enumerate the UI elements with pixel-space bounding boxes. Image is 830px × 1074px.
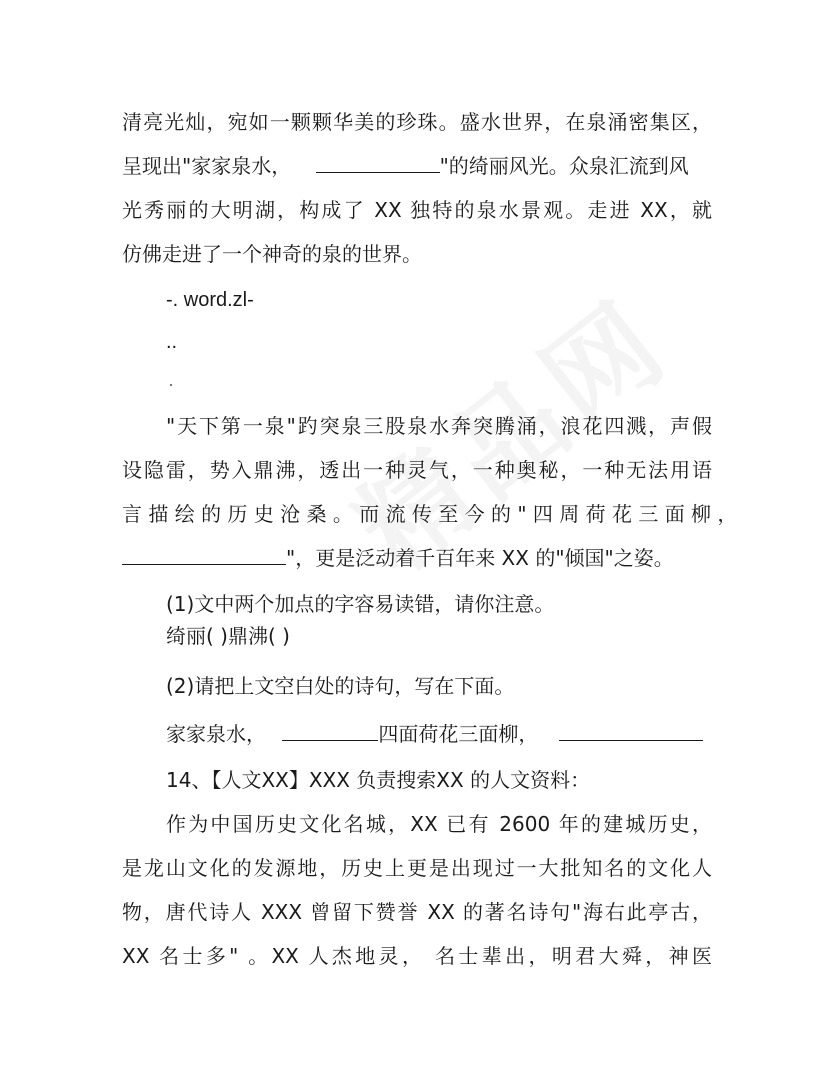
paragraph2-line4 <box>122 544 712 572</box>
paragraph1-line2-start: 呈现出"家家泉水， <box>122 154 292 178</box>
question2-answer-middle: 四面荷花三面柳， <box>378 722 539 746</box>
page-break-dot <box>170 384 172 386</box>
question14-line4: XX 名士多" 。XX 人杰地灵， 名士辈出，明君大舜，神医 <box>122 944 712 968</box>
question2-prompt: (2)请把上文空白处的诗句，写在下面。 <box>166 674 515 698</box>
fill-blank-2[interactable] <box>122 544 286 565</box>
paragraph1-line2-end: "的绮丽风光。众泉汇流到风 <box>439 154 689 178</box>
question14-heading: 14、【人文XX】XXX 负责搜索XX 的人文资料： <box>166 768 591 792</box>
paragraph2-line1: "天下第一泉"趵突泉三股泉水奔突腾涌，浪花四溅，声假 <box>166 414 712 438</box>
footer-mark: -. word.zl- <box>166 289 254 311</box>
answer-blank-2[interactable] <box>559 720 703 741</box>
question1-answer: 绮丽( )鼎沸( ) <box>166 624 290 648</box>
page-break-mark: .. <box>166 331 178 353</box>
answer-blank-1[interactable] <box>282 720 378 741</box>
paragraph1-line4: 仿佛走进了一个神奇的泉的世界。 <box>122 242 422 266</box>
paragraph1-line3: 光秀丽的大明湖，构成了 XX 独特的泉水景观。走进 XX，就 <box>122 198 712 222</box>
paragraph1-line1: 清亮光灿，宛如一颗颗华美的珍珠。盛水世界，在泉涌密集区， <box>122 110 712 134</box>
paragraph2-line2: 设隐雷，势入鼎沸，透出一种灵气，一种奥秘，一种无法用语 <box>122 458 712 482</box>
question14-line2: 是龙山文化的发源地，历史上更是出现过一大批知名的文化人 <box>122 856 712 880</box>
question2-answer-start: 家家泉水， <box>166 722 266 746</box>
paragraph1-line2 <box>122 152 712 180</box>
question14-line1: 作为中国历史文化名城，XX 已有 2600 年的建城历史， <box>166 812 712 836</box>
fill-blank-1[interactable] <box>316 152 440 173</box>
question1-prompt: (1)文中两个加点的字容易读错，请你注意。 <box>166 592 555 616</box>
paragraph2-line4-end: "，更是泛动着千百年来 XX 的"倾国"之姿。 <box>286 546 674 570</box>
paragraph2-line3: 言 描 绘 的 历 史 沧 桑 。 而 流 传 至 今 的 " 四 周 荷 花 三 面 柳 ， <box>122 502 738 526</box>
question2-answer <box>166 720 712 748</box>
question14-line3: 物，唐代诗人 XXX 曾留下赞誉 XX 的著名诗句"海右此亭古， <box>122 900 712 924</box>
